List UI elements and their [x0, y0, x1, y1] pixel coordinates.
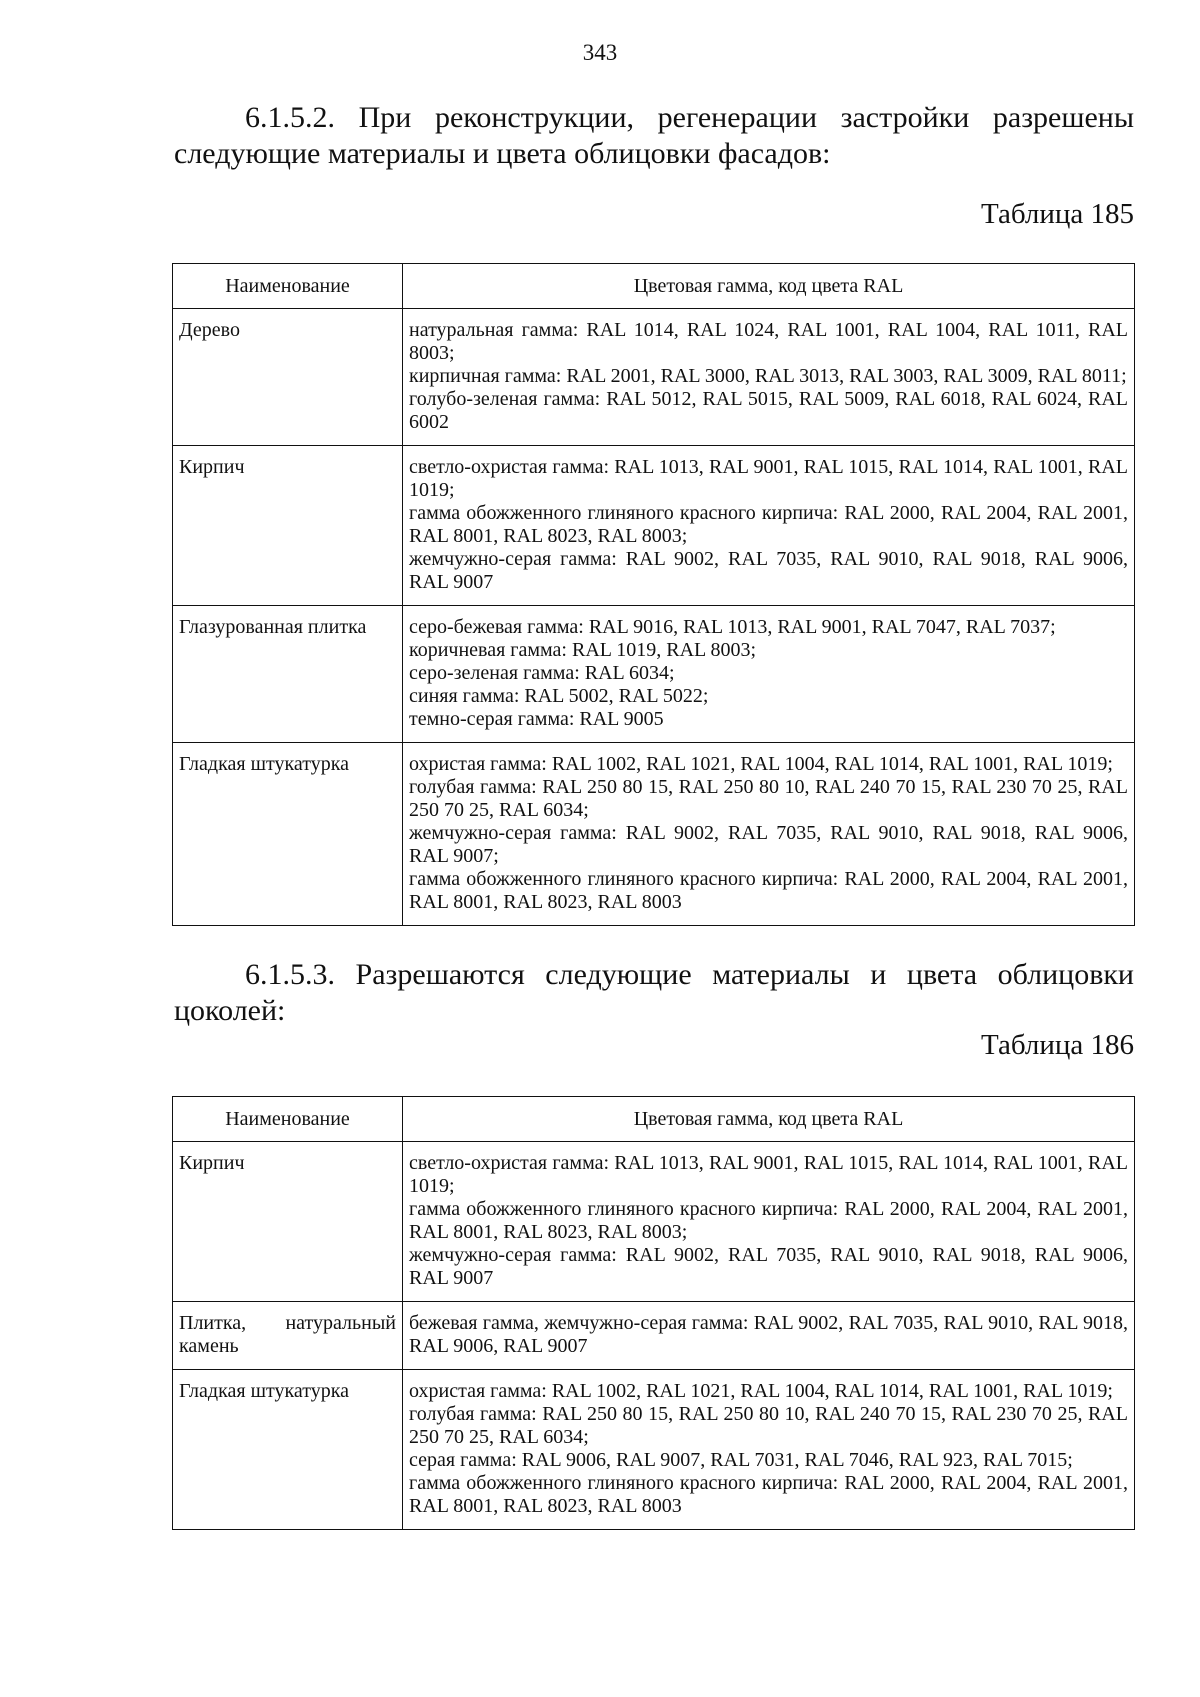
column-header-name: Наименование: [173, 1097, 403, 1142]
color-range-line: светло-охристая гамма: RAL 1013, RAL 9001, RAL 1015, RAL 1014, RAL 1001, RAL 1019;: [409, 456, 1128, 501]
column-header-name: Наименование: [173, 264, 403, 309]
color-range-line: гамма обожженного глиняного красного кирпича: RAL 2000, RAL 2004, RAL 2001, RAL 8001, RAL 8023, RAL 8003;: [409, 1198, 1128, 1243]
color-range-line: кирпичная гамма: RAL 2001, RAL 3000, RAL 3013, RAL 3003, RAL 3009, RAL 8011;: [409, 365, 1127, 387]
material-name-cell: Дерево: [173, 309, 403, 446]
table-185: [172, 263, 1135, 926]
color-range-line: голубая гамма: RAL 250 80 15, RAL 250 80 10, RAL 240 70 15, RAL 230 70 25, RAL 250 70 25, RAL 6034;: [409, 1403, 1128, 1448]
ral-codes-cell: [403, 743, 1135, 926]
color-range-line: жемчужно-серая гамма: RAL 9002, RAL 7035, RAL 9010, RAL 9018, RAL 9006, RAL 9007;: [409, 822, 1128, 867]
paragraph-line: следующие материалы и цвета облицовки фасадов:: [174, 137, 831, 170]
section-6-1-5-2-paragraph: [174, 100, 1134, 172]
material-name-cell: Плитка, натуральный камень: [173, 1302, 403, 1370]
table-186-caption: Таблица 186: [980, 1029, 1134, 1061]
table-186: [172, 1096, 1135, 1530]
color-range-line: жемчужно-серая гамма: RAL 9002, RAL 7035, RAL 9010, RAL 9018, RAL 9006, RAL 9007: [409, 1244, 1128, 1289]
column-header-ral: Цветовая гамма, код цвета RAL: [403, 264, 1135, 309]
material-name-cell: Глазурованная плитка: [173, 606, 403, 743]
table-row: [173, 309, 1135, 446]
table-header-row: [173, 1097, 1135, 1142]
color-range-line: гамма обожженного глиняного красного кирпича: RAL 2000, RAL 2004, RAL 2001, RAL 8001, RAL 8023, RAL 8003;: [409, 502, 1128, 547]
paragraph-line: 6.1.5.2. При реконструкции, регенерации застройки разрешены: [245, 101, 1134, 134]
page-number: 343: [582, 40, 618, 65]
color-range-line: синяя гамма: RAL 5002, RAL 5022;: [409, 685, 709, 707]
table-header-row: [173, 264, 1135, 309]
ral-codes-cell: [403, 446, 1135, 606]
color-range-line: серо-бежевая гамма: RAL 9016, RAL 1013, RAL 9001, RAL 7047, RAL 7037;: [409, 616, 1056, 638]
color-range-line: светло-охристая гамма: RAL 1013, RAL 9001, RAL 1015, RAL 1014, RAL 1001, RAL 1019;: [409, 1152, 1128, 1197]
color-range-line: жемчужно-серая гамма: RAL 9002, RAL 7035, RAL 9010, RAL 9018, RAL 9006, RAL 9007: [409, 548, 1128, 593]
table-185-body: [173, 309, 1135, 926]
ral-codes-cell: [403, 309, 1135, 446]
column-header-ral: Цветовая гамма, код цвета RAL: [403, 1097, 1135, 1142]
ral-codes-cell: [403, 1370, 1135, 1530]
material-name-cell: Гладкая штукатурка: [173, 743, 403, 926]
color-range-line: серо-зеленая гамма: RAL 6034;: [409, 662, 675, 684]
section-6-1-5-3-paragraph: 6.1.5.3. Разрешаются следующие материалы и цвета облицовки цоколей:: [174, 958, 1134, 1027]
color-range-line: коричневая гамма: RAL 1019, RAL 8003;: [409, 639, 757, 661]
table-row: [173, 743, 1135, 926]
color-range-line: охристая гамма: RAL 1002, RAL 1021, RAL 1004, RAL 1014, RAL 1001, RAL 1019;: [409, 753, 1113, 775]
ral-codes-cell: [403, 606, 1135, 743]
color-range-line: голубо-зеленая гамма: RAL 5012, RAL 5015, RAL 5009, RAL 6018, RAL 6024, RAL 6002: [409, 388, 1128, 433]
ral-codes-cell: [403, 1302, 1135, 1370]
color-range-line: гамма обожженного глиняного красного кирпича: RAL 2000, RAL 2004, RAL 2001, RAL 8001, RAL 8023, RAL 8003: [409, 868, 1128, 913]
color-range-line: серая гамма: RAL 9006, RAL 9007, RAL 7031, RAL 7046, RAL 923, RAL 7015;: [409, 1449, 1073, 1471]
material-name-cell: Кирпич: [173, 1142, 403, 1302]
table-row: [173, 606, 1135, 743]
table-185-caption: Таблица 185: [980, 198, 1134, 230]
color-range-line: голубая гамма: RAL 250 80 15, RAL 250 80 10, RAL 240 70 15, RAL 230 70 25, RAL 250 70 25, RAL 6034;: [409, 776, 1128, 821]
material-name-cell: Кирпич: [173, 446, 403, 606]
material-name-cell: Гладкая штукатурка: [173, 1370, 403, 1530]
ral-codes-cell: [403, 1142, 1135, 1302]
color-range-line: темно-серая гамма: RAL 9005: [409, 708, 664, 730]
color-range-line: бежевая гамма, жемчужно-серая гамма: RAL 9002, RAL 7035, RAL 9010, RAL 9018, RAL 9006, RAL 9007: [409, 1312, 1128, 1357]
color-range-line: натуральная гамма: RAL 1014, RAL 1024, RAL 1001, RAL 1004, RAL 1011, RAL 8003;: [409, 319, 1128, 364]
color-range-line: охристая гамма: RAL 1002, RAL 1021, RAL 1004, RAL 1014, RAL 1001, RAL 1019;: [409, 1380, 1113, 1402]
table-row: [173, 1142, 1135, 1302]
color-range-line: гамма обожженного глиняного красного кирпича: RAL 2000, RAL 2004, RAL 2001, RAL 8001, RAL 8023, RAL 8003: [409, 1472, 1128, 1517]
table-row: [173, 446, 1135, 606]
table-row: [173, 1370, 1135, 1530]
table-row: [173, 1302, 1135, 1370]
table-186-body: [173, 1142, 1135, 1530]
